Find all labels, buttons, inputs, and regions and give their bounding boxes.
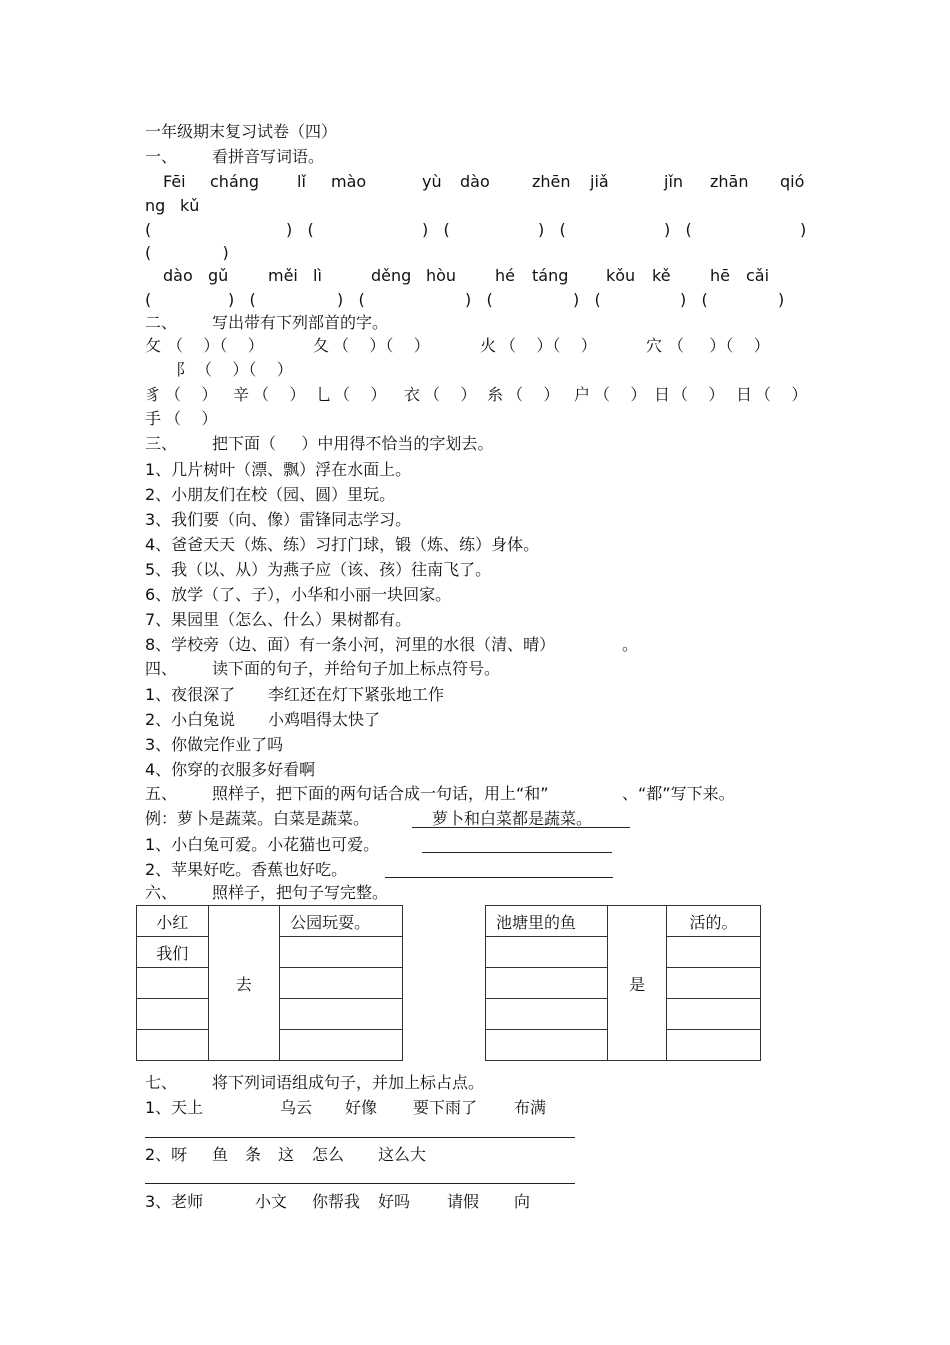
list-item: 4、爸爸天天（炼、练）习打门球，锻（炼、练）身体。 — [145, 535, 540, 554]
table-cell[interactable] — [667, 1030, 761, 1061]
section-5-heading-cont: 、“都”写下来。 — [622, 784, 735, 803]
pinyin: dào — [163, 266, 193, 285]
word: 向 — [514, 1192, 531, 1211]
blank-paren[interactable]: （ ）（ ） — [167, 336, 264, 355]
pinyin: zhēn — [532, 172, 571, 191]
table-cell[interactable] — [137, 999, 209, 1030]
table-cell[interactable] — [486, 937, 608, 968]
table-cell: 池塘里的鱼 — [486, 906, 608, 937]
radical: 衣 — [404, 385, 421, 404]
pinyin: mào — [331, 172, 367, 191]
blank-paren[interactable]: （ ） — [424, 385, 477, 404]
blank-paren[interactable]: ) — [800, 220, 807, 239]
radical: 手 — [145, 409, 162, 428]
pinyin: hòu — [426, 266, 457, 285]
example-sentence: 例：萝卜是蔬菜。白菜是蔬菜。 — [145, 809, 370, 828]
table-cell[interactable] — [280, 999, 403, 1030]
answer-line[interactable] — [145, 1183, 575, 1184]
sentence-part: 2、小白兔说 — [145, 710, 236, 729]
radical: 火 — [480, 336, 497, 355]
word: 你帮我 — [312, 1192, 361, 1211]
question: 1、小白兔可爱。小花猫也可爱。 — [145, 835, 380, 854]
radical: 阝 — [176, 360, 193, 379]
answer-line[interactable] — [385, 877, 613, 878]
blank-paren[interactable]: ) ( — [465, 290, 493, 309]
example-underline — [412, 827, 630, 828]
table-verb-cell: 去 — [208, 906, 280, 1061]
blank-paren[interactable]: （ ）（ ） — [333, 336, 430, 355]
word: 好像 — [345, 1098, 378, 1117]
section-3-number: 三、 — [145, 434, 178, 453]
list-item: 8、学校旁（边、面）有一条小河，河里的水很（清、晴） — [145, 635, 556, 654]
table-cell[interactable] — [667, 999, 761, 1030]
word: 布满 — [514, 1098, 547, 1117]
blank-paren[interactable]: ( — [145, 220, 152, 239]
pinyin: yù — [422, 172, 442, 191]
blank-paren[interactable]: ) ( — [228, 290, 256, 309]
pinyin: dào — [460, 172, 490, 191]
radical: 攵 — [145, 336, 162, 355]
page-title: 一年级期末复习试卷（四） — [145, 122, 338, 141]
answer-line[interactable] — [145, 1137, 575, 1138]
pinyin: hé — [495, 266, 515, 285]
word: 条 — [245, 1145, 262, 1164]
blank-paren[interactable]: （ ）（ ） — [668, 336, 770, 355]
blank-paren[interactable]: ) — [778, 290, 785, 309]
list-item: 6、放学（了、子），小华和小丽一块回家。 — [145, 585, 452, 604]
example-answer: 萝卜和白菜都是蔬菜。 — [432, 809, 593, 828]
table-cell[interactable] — [486, 999, 608, 1030]
blank-paren[interactable]: ( ) — [145, 243, 229, 262]
pinyin: hē — [710, 266, 730, 285]
pinyin: měi — [268, 266, 298, 285]
pinyin: cǎi — [746, 266, 770, 285]
sentence-part: 李红还在灯下紧张地工作 — [268, 685, 445, 704]
blank-paren[interactable]: ) ( — [286, 220, 314, 239]
word: 这么大 — [378, 1145, 427, 1164]
radical: 日 — [654, 385, 671, 404]
blank-paren[interactable]: （ ） — [253, 385, 306, 404]
pinyin: gǔ — [208, 266, 229, 285]
table-cell[interactable] — [280, 937, 403, 968]
blank-paren[interactable]: （ ） — [334, 385, 387, 404]
section-4-heading: 读下面的句子，并给句子加上标点符号。 — [212, 659, 501, 678]
pinyin: kǔ — [180, 196, 200, 215]
table-cell: 小红 — [137, 906, 209, 937]
pinyin: kǒu — [606, 266, 636, 285]
section-1-number: 一、 — [145, 147, 178, 166]
section-7-number: 七、 — [145, 1073, 178, 1092]
blank-paren[interactable]: ) ( — [680, 290, 708, 309]
table-cell[interactable] — [486, 968, 608, 999]
blank-paren[interactable]: （ ） — [165, 409, 218, 428]
table-cell[interactable] — [486, 1030, 608, 1061]
pinyin: kě — [652, 266, 671, 285]
pinyin: zhān — [710, 172, 749, 191]
table-cell[interactable] — [280, 1030, 403, 1061]
sentence-table-right — [485, 905, 761, 1061]
radical: 辛 — [233, 385, 250, 404]
table-cell: 活的。 — [667, 906, 761, 937]
table-cell: 公园玩耍。 — [280, 906, 403, 937]
list-item: 1、几片树叶（漂、飘）浮在水面上。 — [145, 460, 412, 479]
list-item: 2、小朋友们在校（园、圆）里玩。 — [145, 485, 396, 504]
table-cell[interactable] — [280, 968, 403, 999]
pinyin: jiǎ — [590, 172, 609, 191]
section-1-heading: 看拼音写词语。 — [212, 147, 325, 166]
question: 2、苹果好吃。香蕉也好吃。 — [145, 860, 348, 879]
section-5-number: 五、 — [145, 784, 178, 803]
table-cell[interactable] — [667, 968, 761, 999]
radical: 户 — [574, 385, 591, 404]
word: 请假 — [447, 1192, 480, 1211]
radical: 穴 — [646, 336, 663, 355]
sentence-part: 1、夜很深了 — [145, 685, 236, 704]
pinyin: jǐn — [664, 172, 684, 191]
answer-line[interactable] — [422, 852, 612, 853]
word: 2、呀 — [145, 1145, 188, 1164]
section-6-number: 六、 — [145, 883, 178, 902]
section-2-heading: 写出带有下列部首的字。 — [212, 313, 389, 332]
sentence-part: 小鸡唱得太快了 — [268, 710, 381, 729]
pinyin: Fēi — [163, 172, 186, 191]
list-item: 3、我们要（向、像）雷锋同志学习。 — [145, 510, 412, 529]
blank-paren[interactable]: ) ( — [422, 220, 450, 239]
radical: 豸 — [145, 385, 162, 404]
section-6-heading: 照样子，把句子写完整。 — [212, 883, 389, 902]
pinyin: qió — [780, 172, 805, 191]
blank-paren[interactable]: ) ( — [538, 220, 566, 239]
section-5-heading: 照样子，把下面的两句话合成一句话，用上“和” — [212, 784, 549, 803]
radical: 糸 — [487, 385, 504, 404]
word: 好吗 — [378, 1192, 411, 1211]
radical: 日 — [736, 385, 753, 404]
table-cell[interactable] — [137, 968, 209, 999]
blank-paren[interactable]: （ ）（ ） — [196, 360, 293, 379]
blank-paren[interactable]: ) ( — [664, 220, 692, 239]
pinyin: táng — [532, 266, 569, 285]
pinyin: děng — [371, 266, 412, 285]
table-cell[interactable] — [667, 937, 761, 968]
radical: 乚 — [316, 385, 333, 404]
pinyin: cháng — [210, 172, 260, 191]
blank-paren[interactable]: （ ） — [594, 385, 647, 404]
sentence-part: 4、你穿的衣服多好看啊 — [145, 760, 316, 779]
section-4-number: 四、 — [145, 659, 178, 678]
table-cell: 我们 — [137, 937, 209, 968]
table-verb-cell: 是 — [608, 906, 667, 1061]
pinyin: ng — [145, 196, 166, 215]
list-item: 7、果园里（怎么、什么）果树都有。 — [145, 610, 412, 629]
word: 3、老师 — [145, 1192, 204, 1211]
radical: 夂 — [313, 336, 330, 355]
blank-paren[interactable]: （ ） — [672, 385, 725, 404]
sentence-period: 。 — [622, 635, 639, 654]
blank-paren[interactable]: （ ） — [755, 385, 808, 404]
section-2-number: 二、 — [145, 313, 178, 332]
word: 鱼 — [212, 1145, 229, 1164]
blank-paren[interactable]: ) ( — [573, 290, 601, 309]
blank-paren[interactable]: （ ） — [165, 385, 218, 404]
blank-paren[interactable]: （ ） — [507, 385, 560, 404]
pinyin: lì — [313, 266, 322, 285]
sentence-table-left — [136, 905, 403, 1061]
blank-paren[interactable]: （ ）（ ） — [500, 336, 597, 355]
word: 小文 — [255, 1192, 288, 1211]
word: 1、天上 — [145, 1098, 204, 1117]
list-item: 5、我（以、从）为燕子应（该、孩）往南飞了。 — [145, 560, 492, 579]
blank-paren[interactable]: ) ( — [337, 290, 365, 309]
word: 要下雨了 — [413, 1098, 478, 1117]
section-7-heading: 将下列词语组成句子，并加上标占点。 — [212, 1073, 485, 1092]
blank-paren[interactable]: ( — [145, 290, 152, 309]
section-3-heading: 把下面（ ）中用得不恰当的字划去。 — [212, 434, 494, 453]
word: 乌云 — [280, 1098, 313, 1117]
word: 这 — [278, 1145, 295, 1164]
word: 怎么 — [312, 1145, 345, 1164]
pinyin: lǐ — [297, 172, 306, 191]
sentence-part: 3、你做完作业了吗 — [145, 735, 284, 754]
table-cell[interactable] — [137, 1030, 209, 1061]
